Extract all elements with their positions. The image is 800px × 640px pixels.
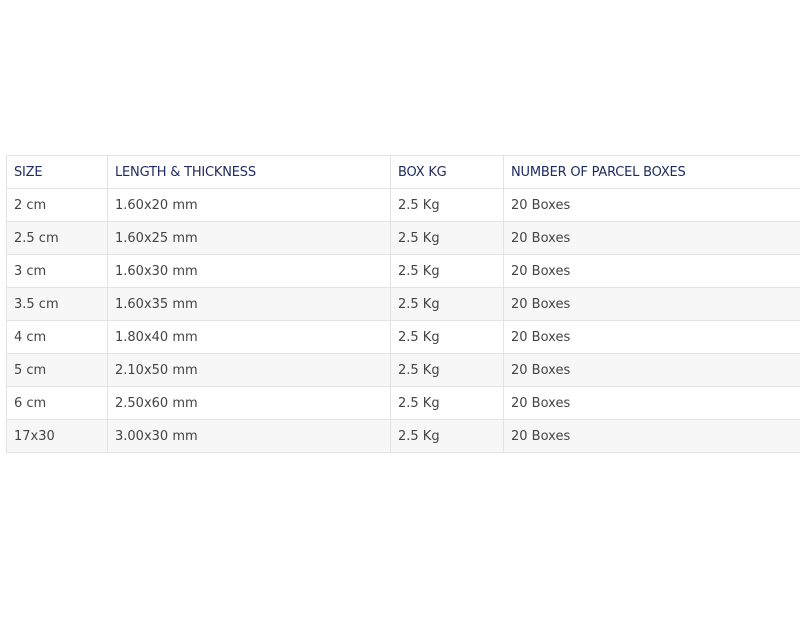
cell-size: 2 cm [7,189,108,222]
column-header-parcel-boxes: NUMBER OF PARCEL BOXES [504,156,800,189]
cell-box-kg: 2.5 Kg [391,420,504,453]
cell-length-thickness: 1.60x35 mm [108,288,391,321]
cell-size: 3 cm [7,255,108,288]
cell-length-thickness: 2.50x60 mm [108,387,391,420]
cell-size: 2.5 cm [7,222,108,255]
table-row [7,288,800,321]
cell-box-kg: 2.5 Kg [391,321,504,354]
cell-size: 17x30 [7,420,108,453]
cell-length-thickness: 1.60x25 mm [108,222,391,255]
cell-parcel-boxes: 20 Boxes [504,288,800,321]
cell-size: 6 cm [7,387,108,420]
column-header-length-thickness: LENGTH & THICKNESS [108,156,391,189]
cell-box-kg: 2.5 Kg [391,255,504,288]
cell-parcel-boxes: 20 Boxes [504,189,800,222]
table-row [7,387,800,420]
table-header-row [7,156,800,189]
cell-box-kg: 2.5 Kg [391,354,504,387]
table-header [7,156,800,189]
cell-box-kg: 2.5 Kg [391,222,504,255]
table-row [7,354,800,387]
table-row [7,222,800,255]
table-row [7,189,800,222]
cell-parcel-boxes: 20 Boxes [504,255,800,288]
product-size-table [6,155,800,453]
cell-parcel-boxes: 20 Boxes [504,321,800,354]
table-row [7,420,800,453]
cell-size: 3.5 cm [7,288,108,321]
cell-length-thickness: 1.80x40 mm [108,321,391,354]
cell-box-kg: 2.5 Kg [391,288,504,321]
cell-parcel-boxes: 20 Boxes [504,354,800,387]
cell-parcel-boxes: 20 Boxes [504,222,800,255]
cell-length-thickness: 1.60x20 mm [108,189,391,222]
cell-box-kg: 2.5 Kg [391,189,504,222]
cell-size: 5 cm [7,354,108,387]
cell-parcel-boxes: 20 Boxes [504,387,800,420]
table-row [7,255,800,288]
product-size-table-container [6,155,800,453]
cell-box-kg: 2.5 Kg [391,387,504,420]
cell-parcel-boxes: 20 Boxes [504,420,800,453]
column-header-box-kg: BOX KG [391,156,504,189]
cell-length-thickness: 2.10x50 mm [108,354,391,387]
table-row [7,321,800,354]
column-header-size: SIZE [7,156,108,189]
table-body [7,189,800,453]
cell-length-thickness: 3.00x30 mm [108,420,391,453]
cell-size: 4 cm [7,321,108,354]
cell-length-thickness: 1.60x30 mm [108,255,391,288]
